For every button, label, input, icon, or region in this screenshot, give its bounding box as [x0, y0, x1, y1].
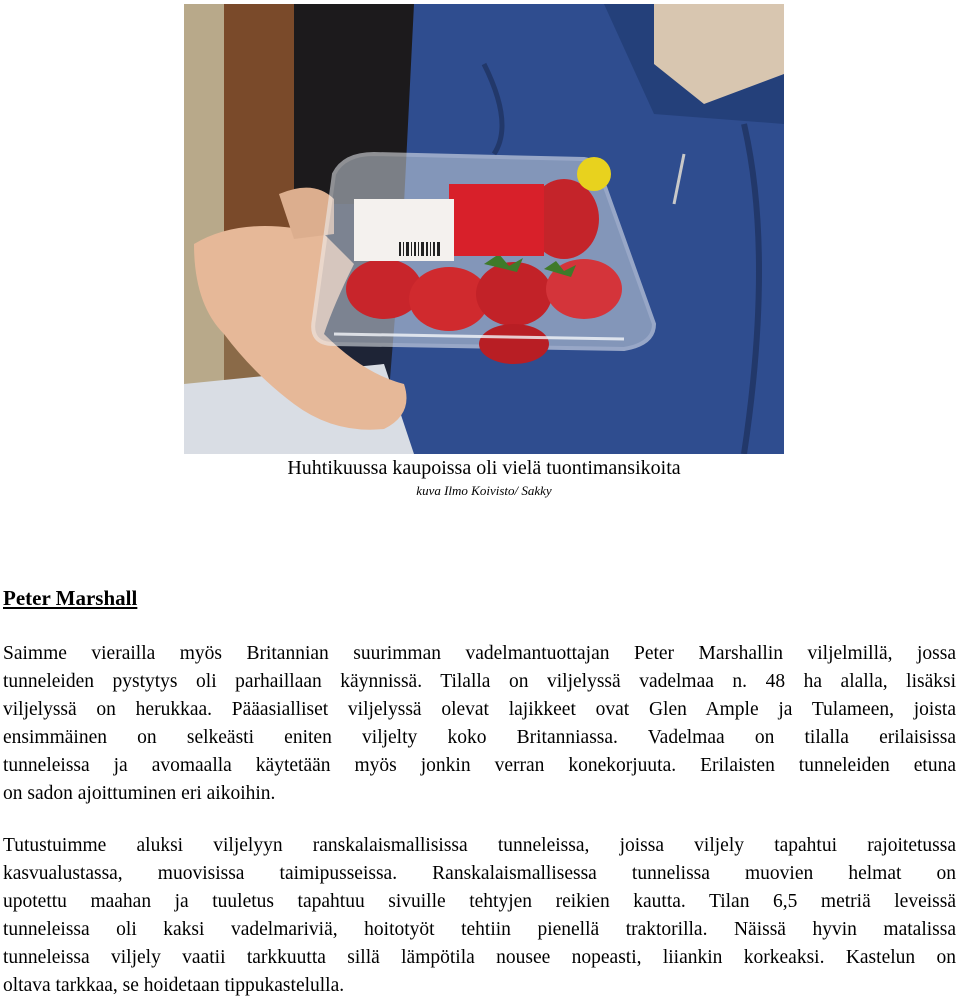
paragraph-line: Saimme vierailla myös Britannian suurimman vadelmantuottajan Peter Marshallin viljelmillä, jossa: [3, 643, 956, 664]
section-heading: Peter Marshall: [3, 586, 138, 610]
paragraph-line: tunneleissa oli kaksi vadelmariviä, hoitotyöt tehtiin pienellä traktorilla. Näissä hyvin matalissa: [3, 919, 956, 940]
paragraph-line: tunneleissa viljely vaatii tarkkuutta sillä lämpötila nousee nopeasti, liiankin korkeaksi. Kastelun on: [3, 947, 956, 968]
photo-credit: kuva Ilmo Koivisto/ Sakky: [416, 483, 552, 498]
strawberry-punnet-photo: [184, 4, 784, 454]
photo-caption: Huhtikuussa kaupoissa oli vielä tuontimansikoita: [287, 457, 681, 479]
paragraph: [3, 832, 956, 1000]
paragraph-line: on sadon ajoittuminen eri aikoihin.: [3, 783, 276, 804]
paragraph-line: Tutustuimme aluksi viljelyyn ranskalaismallisissa tunneleissa, joissa viljely tapahtui rajoitetussa: [3, 835, 956, 856]
paragraph-line: oltava tarkkaa, se hoidetaan tippukastelulla.: [3, 975, 345, 996]
paragraph-line: tunneleissa ja avomaalla käytetään myös jonkin verran konekorjuuta. Erilaisten tunneleiden etuna: [3, 755, 956, 776]
paragraph-line: viljelyssä on herukkaa. Pääasialliset viljelyssä olevat lajikkeet ovat Glen Ample ja Tulameen, joista: [3, 699, 956, 720]
paragraph-line: ensimmäinen on selkeästi eniten viljelty koko Britanniassa. Vadelmaa on tilalla erilaisissa: [3, 727, 956, 748]
paragraph-line: upotettu maahan ja tuuletus tapahtuu sivuille tehtyjen reikien kautta. Tilan 6,5 metriä leveissä: [3, 891, 956, 912]
paragraph-line: tunneleiden pystytys oli parhaillaan käynnissä. Tilalla on viljelyssä vadelmaa n. 48 ha alalla, lisäksi: [3, 671, 956, 692]
paragraph: [3, 640, 956, 808]
paragraph-line: kasvualustassa, muovisissa taimipusseissa. Ranskalaismallisessa tunnelissa muovien helmat on: [3, 863, 956, 884]
